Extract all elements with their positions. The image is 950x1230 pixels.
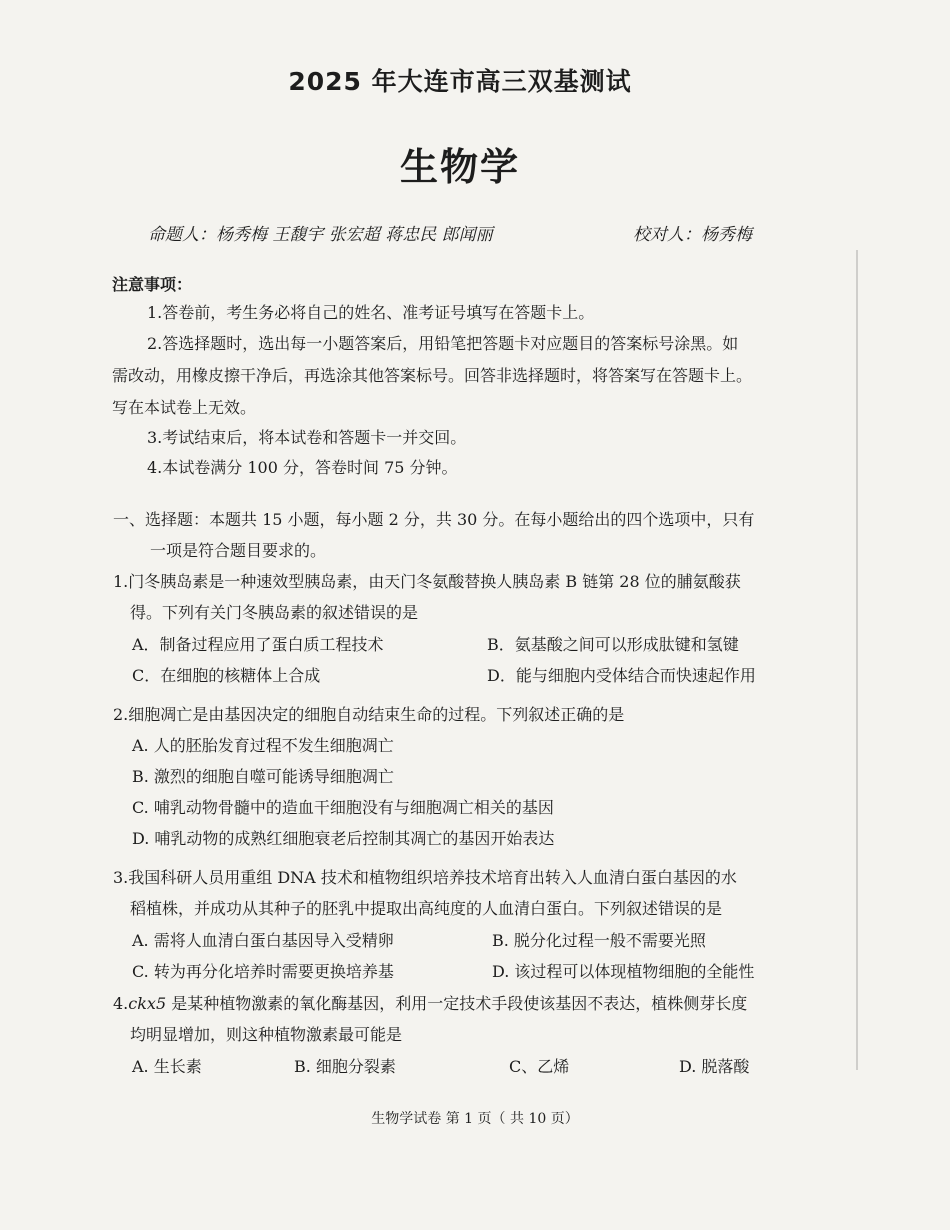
question-4-gene-name: ckx5 [128, 994, 167, 1013]
question-4-number: 4. [113, 994, 129, 1013]
question-1-option-a: A．制备过程应用了蛋白质工程技术 [132, 635, 384, 654]
subject-title: 生物学 [399, 145, 520, 189]
question-2-option-a: A. 人的胚胎发育过程不发生细胞凋亡 [132, 736, 394, 755]
question-4-option-a: A. 生长素 [132, 1057, 202, 1076]
question-1-stem: 1.门冬胰岛素是一种速效型胰岛素，由天门冬氨酸替换人胰岛素 B 链第 28 位的脯氨酸获 [113, 572, 741, 591]
question-3-option-c: C. 转为再分化培养时需要更换培养基 [132, 962, 394, 981]
question-3-option-b: B. 脱分化过程一般不需要光照 [492, 931, 706, 950]
question-2-option-b: B. 激烈的细胞自噬可能诱导细胞凋亡 [132, 767, 394, 786]
notice-item: 写在本试卷上无效。 [112, 398, 257, 417]
question-3-option-d: D. 该过程可以体现植物细胞的全能性 [492, 962, 755, 981]
notice-item: 3.考试结束后，将本试卷和答题卡一并交回。 [147, 428, 467, 447]
question-3-stem-cont: 稻植株，并成功从其种子的胚乳中提取出高纯度的人血清白蛋白。下列叙述错误的是 [130, 899, 723, 918]
question-3-option-a: A. 需将人血清白蛋白基因导入受精卵 [132, 931, 394, 950]
checker-line: 校对人：杨秀梅 [633, 225, 752, 245]
notice-item: 2.答选择题时，选出每一小题答案后，用铅笔把答题卡对应题目的答案标号涂黑。如 [147, 334, 739, 353]
question-4-option-c: C、乙烯 [509, 1057, 570, 1076]
scan-edge-line [856, 250, 858, 1070]
question-1-option-c: C．在细胞的核糖体上合成 [132, 666, 321, 685]
notice-item: 需改动，用橡皮擦干净后，再选涂其他答案标号。回答非选择题时，将答案写在答题卡上。 [112, 366, 753, 385]
question-4-stem-cont: 均明显增加，则这种植物激素最可能是 [130, 1025, 403, 1044]
question-4-stem [113, 994, 747, 1014]
notice-item: 1.答卷前，考生务必将自己的姓名、准考证号填写在答题卡上。 [147, 303, 595, 322]
question-1-option-d: D．能与细胞内受体结合而快速起作用 [487, 666, 756, 685]
notice-item: 4.本试卷满分 100 分，答卷时间 75 分钟。 [147, 458, 458, 477]
section-heading: 一、选择题：本题共 15 小题，每小题 2 分，共 30 分。在每小题给出的四个选项中，只有 [113, 510, 755, 529]
question-2-option-d: D. 哺乳动物的成熟红细胞衰老后控制其凋亡的基因开始表达 [132, 829, 555, 848]
authors-line: 命题人：杨秀梅 王馥宇 张宏超 蒋忠民 郎闻丽 [148, 225, 493, 245]
exam-title: 2025 年大连市高三双基测试 [288, 67, 632, 96]
question-2-stem: 2.细胞凋亡是由基因决定的细胞自动结束生命的过程。下列叙述正确的是 [113, 705, 625, 724]
question-2-option-c: C. 哺乳动物骨髓中的造血干细胞没有与细胞凋亡相关的基因 [132, 798, 554, 817]
notice-title: 注意事项： [112, 275, 193, 294]
question-3-stem: 3.我国科研人员用重组 DNA 技术和植物组织培养技术培育出转入人血清白蛋白基因的水 [113, 868, 737, 887]
question-1-stem-cont: 得。下列有关门冬胰岛素的叙述错误的是 [130, 603, 419, 622]
question-4-stem-text: 是某种植物激素的氧化酶基因，利用一定技术手段使该基因不表达，植株侧芽长度 [166, 994, 748, 1013]
question-1-option-b: B．氨基酸之间可以形成肽键和氢键 [487, 635, 739, 654]
section-heading-cont: 一项是符合题目要求的。 [150, 541, 327, 560]
question-4-option-d: D. 脱落酸 [679, 1057, 750, 1076]
question-4-option-b: B. 细胞分裂素 [294, 1057, 396, 1076]
page-footer: 生物学试卷 第 1 页（ 共 10 页） [371, 1111, 579, 1127]
